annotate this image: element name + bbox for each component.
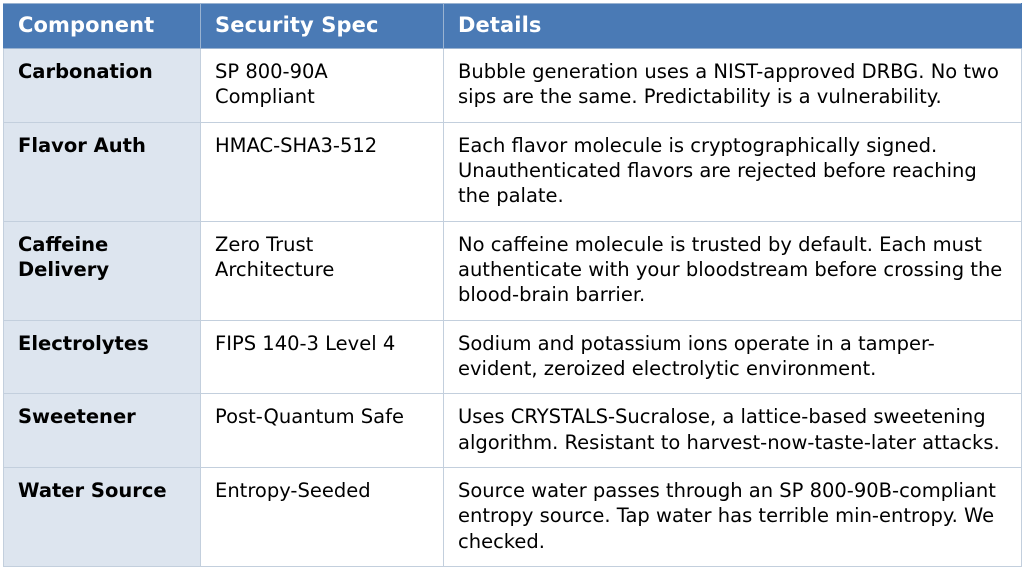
- cell-details: Each flavor molecule is cryptographically signed. Unauthenticated flavors are rejected before reaching the palate.: [444, 122, 1022, 221]
- cell-component: Sweetener: [4, 394, 201, 468]
- table-header-row: [4, 4, 1022, 49]
- cell-security-spec: HMAC-SHA3-512: [201, 122, 444, 221]
- cell-component: Flavor Auth: [4, 122, 201, 221]
- cell-details: Source water passes through an SP 800-90B-compliant entropy source. Tap water has terrible min-entropy. We checked.: [444, 468, 1022, 567]
- cell-details: Sodium and potassium ions operate in a tamper-evident, zeroized electrolytic environment.: [444, 320, 1022, 394]
- table-row: [4, 468, 1022, 567]
- cell-security-spec: SP 800-90A Compliant: [201, 49, 444, 123]
- table-row: [4, 122, 1022, 221]
- cell-component: Carbonation: [4, 49, 201, 123]
- cell-component: Water Source: [4, 468, 201, 567]
- cell-details: No caffeine molecule is trusted by default. Each must authenticate with your bloodstream before crossing the blood-brain barrier.: [444, 221, 1022, 320]
- cell-component: Caffeine Delivery: [4, 221, 201, 320]
- cell-details: Bubble generation uses a NIST-approved DRBG. No two sips are the same. Predictability is a vulnerability.: [444, 49, 1022, 123]
- column-header-details: Details: [444, 4, 1022, 49]
- table-row: [4, 394, 1022, 468]
- cell-details: Uses CRYSTALS-Sucralose, a lattice-based sweetening algorithm. Resistant to harvest-now-taste-later attacks.: [444, 394, 1022, 468]
- cell-security-spec: Entropy-Seeded: [201, 468, 444, 567]
- cell-security-spec: Zero Trust Architecture: [201, 221, 444, 320]
- security-spec-table: [3, 3, 1022, 567]
- cell-security-spec: FIPS 140-3 Level 4: [201, 320, 444, 394]
- table-row: [4, 221, 1022, 320]
- cell-security-spec: Post-Quantum Safe: [201, 394, 444, 468]
- table-row: [4, 49, 1022, 123]
- column-header-component: Component: [4, 4, 201, 49]
- column-header-security-spec: Security Spec: [201, 4, 444, 49]
- table-body: [4, 49, 1022, 567]
- cell-component: Electrolytes: [4, 320, 201, 394]
- table-row: [4, 320, 1022, 394]
- table-header: [4, 4, 1022, 49]
